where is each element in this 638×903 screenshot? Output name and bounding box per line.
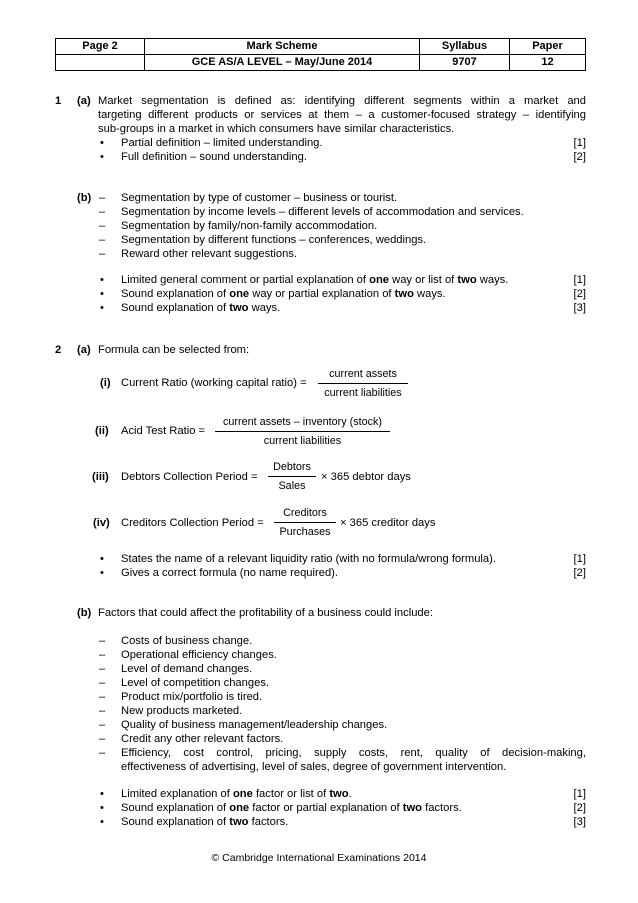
q1a-bullet-2: Full definition – sound understanding.	[121, 151, 307, 163]
dash: –	[99, 220, 106, 232]
q1b-item-3: Segmentation by family/non-family accommodation.	[121, 220, 378, 232]
scheme-label: Mark Scheme	[145, 39, 420, 55]
dash: –	[99, 635, 106, 647]
mark: [2]	[573, 567, 586, 579]
formula-iii-label: (iii)	[92, 471, 109, 483]
dash: –	[99, 677, 106, 689]
formula-iv-label: (iv)	[93, 517, 110, 529]
copyright-footer: © Cambridge International Examinations 2014	[211, 852, 427, 864]
dash: –	[99, 733, 106, 745]
q1a-line-3: sub-groups in a market in which consumers have similar characteristics.	[98, 123, 455, 135]
formula-i-fraction	[318, 368, 408, 400]
q1b-item-2: Segmentation by income levels – different levels of accommodation and services.	[121, 206, 524, 218]
mark: [2]	[573, 151, 586, 163]
formula-iv-numerator: Creditors	[274, 507, 336, 523]
q1b-label: (b)	[77, 192, 92, 204]
syllabus-code: 9707	[420, 55, 510, 71]
q2a-label: (a)	[77, 344, 91, 356]
q2b-item-9-line-1: Efficiency, cost control, pricing, supply costs, rent, quality of decision-making,	[121, 747, 586, 759]
bullet: •	[100, 816, 104, 828]
formula-iii-text: Debtors Collection Period =	[121, 471, 258, 483]
q2a-bullet-1: States the name of a relevant liquidity ratio (with no formula/wrong formula).	[121, 553, 496, 565]
dash: –	[99, 649, 106, 661]
q2b-item-6: New products marketed.	[121, 705, 243, 717]
q1b-bullet-1: Limited general comment or partial explanation of one way or list of two ways.	[121, 274, 509, 286]
mark: [1]	[573, 553, 586, 565]
header-table	[55, 38, 586, 71]
q2b-bullet-1: Limited explanation of one factor or list of two.	[121, 788, 352, 800]
q1b-bullet-2: Sound explanation of one way or partial explanation of two ways.	[121, 288, 446, 300]
q2a-intro: Formula can be selected from:	[98, 344, 250, 356]
mark: [2]	[573, 288, 586, 300]
formula-iv-suffix: × 365 creditor days	[340, 517, 436, 529]
paper-label: Paper	[510, 39, 586, 55]
dash: –	[99, 747, 106, 759]
formula-ii-fraction	[215, 416, 390, 448]
q2b-item-4: Level of competition changes.	[121, 677, 270, 689]
dash: –	[99, 705, 106, 717]
dash: –	[99, 206, 106, 218]
mark: [1]	[573, 137, 586, 149]
q2b-intro: Factors that could affect the profitability of a business could include:	[98, 607, 433, 619]
exam-title: GCE AS/A LEVEL – May/June 2014	[145, 55, 420, 71]
q1b-item-1: Segmentation by type of customer – business or tourist.	[121, 192, 398, 204]
bullet: •	[100, 553, 104, 565]
q2b-bullet-2: Sound explanation of one factor or partial explanation of two factors.	[121, 802, 462, 814]
bullet: •	[100, 567, 104, 579]
q2a-bullet-2: Gives a correct formula (no name required).	[121, 567, 338, 579]
mark: [2]	[573, 802, 586, 814]
bullet: •	[100, 802, 104, 814]
formula-iv-denominator: Purchases	[279, 526, 331, 538]
syllabus-label: Syllabus	[420, 39, 510, 55]
bullet: •	[100, 274, 104, 286]
page-label: Page 2	[56, 39, 145, 55]
formula-ii-denominator: current liabilities	[263, 435, 342, 447]
q1a-line-1: Market segmentation is defined as: identifying different segments within a market and	[98, 95, 586, 107]
bullet: •	[100, 288, 104, 300]
bullet: •	[100, 302, 104, 314]
q1a-label: (a)	[77, 95, 91, 107]
q2b-item-8: Credit any other relevant factors.	[121, 733, 284, 745]
dash: –	[99, 248, 106, 260]
formula-i-denominator: current liabilities	[324, 387, 402, 399]
q1b-bullet-3: Sound explanation of two ways.	[121, 302, 281, 314]
formula-iv-fraction	[274, 507, 336, 539]
paper-number: 12	[510, 55, 586, 71]
bullet: •	[100, 788, 104, 800]
q2b-bullet-3: Sound explanation of two factors.	[121, 816, 289, 828]
formula-iii-denominator: Sales	[278, 480, 306, 492]
mark: [3]	[573, 816, 586, 828]
formula-iii-fraction	[268, 461, 316, 493]
mark: [1]	[573, 788, 586, 800]
formula-iii-numerator: Debtors	[268, 461, 316, 477]
formula-iv-text: Creditors Collection Period =	[121, 517, 264, 529]
dash: –	[99, 234, 106, 246]
q2b-label: (b)	[77, 607, 92, 619]
dash: –	[99, 719, 106, 731]
dash: –	[99, 663, 106, 675]
q2b-item-9-line-2: effectiveness of advertising, level of sales, degree of government intervention.	[121, 761, 507, 773]
q2b-item-1: Costs of business change.	[121, 635, 253, 647]
bullet: •	[100, 137, 104, 149]
q1a-bullet-1: Partial definition – limited understanding.	[121, 137, 323, 149]
mark: [3]	[573, 302, 586, 314]
formula-ii-label: (ii)	[95, 425, 109, 437]
formula-iii-suffix: × 365 debtor days	[321, 471, 411, 483]
q2b-item-5: Product mix/portfolio is tired.	[121, 691, 263, 703]
q1b-item-4: Segmentation by different functions – conferences, weddings.	[121, 234, 427, 246]
q2b-item-7: Quality of business management/leadership changes.	[121, 719, 388, 731]
formula-ii-numerator: current assets – inventory (stock)	[215, 416, 390, 432]
question-2-number: 2	[55, 344, 62, 356]
q1a-line-2: targeting different products or services at them – a customer-focused strategy – identifying	[98, 109, 586, 121]
q1b-item-5: Reward other relevant suggestions.	[121, 248, 297, 260]
mark: [1]	[573, 274, 586, 286]
formula-i-label: (i)	[100, 377, 111, 389]
question-1-number: 1	[55, 95, 62, 107]
formula-ii-text: Acid Test Ratio =	[121, 425, 206, 437]
dash: –	[99, 192, 106, 204]
dash: –	[99, 691, 106, 703]
bullet: •	[100, 151, 104, 163]
formula-i-numerator: current assets	[318, 368, 408, 384]
q2b-item-2: Operational efficiency changes.	[121, 649, 277, 661]
q2b-item-3: Level of demand changes.	[121, 663, 253, 675]
formula-i-text: Current Ratio (working capital ratio) =	[121, 377, 307, 389]
